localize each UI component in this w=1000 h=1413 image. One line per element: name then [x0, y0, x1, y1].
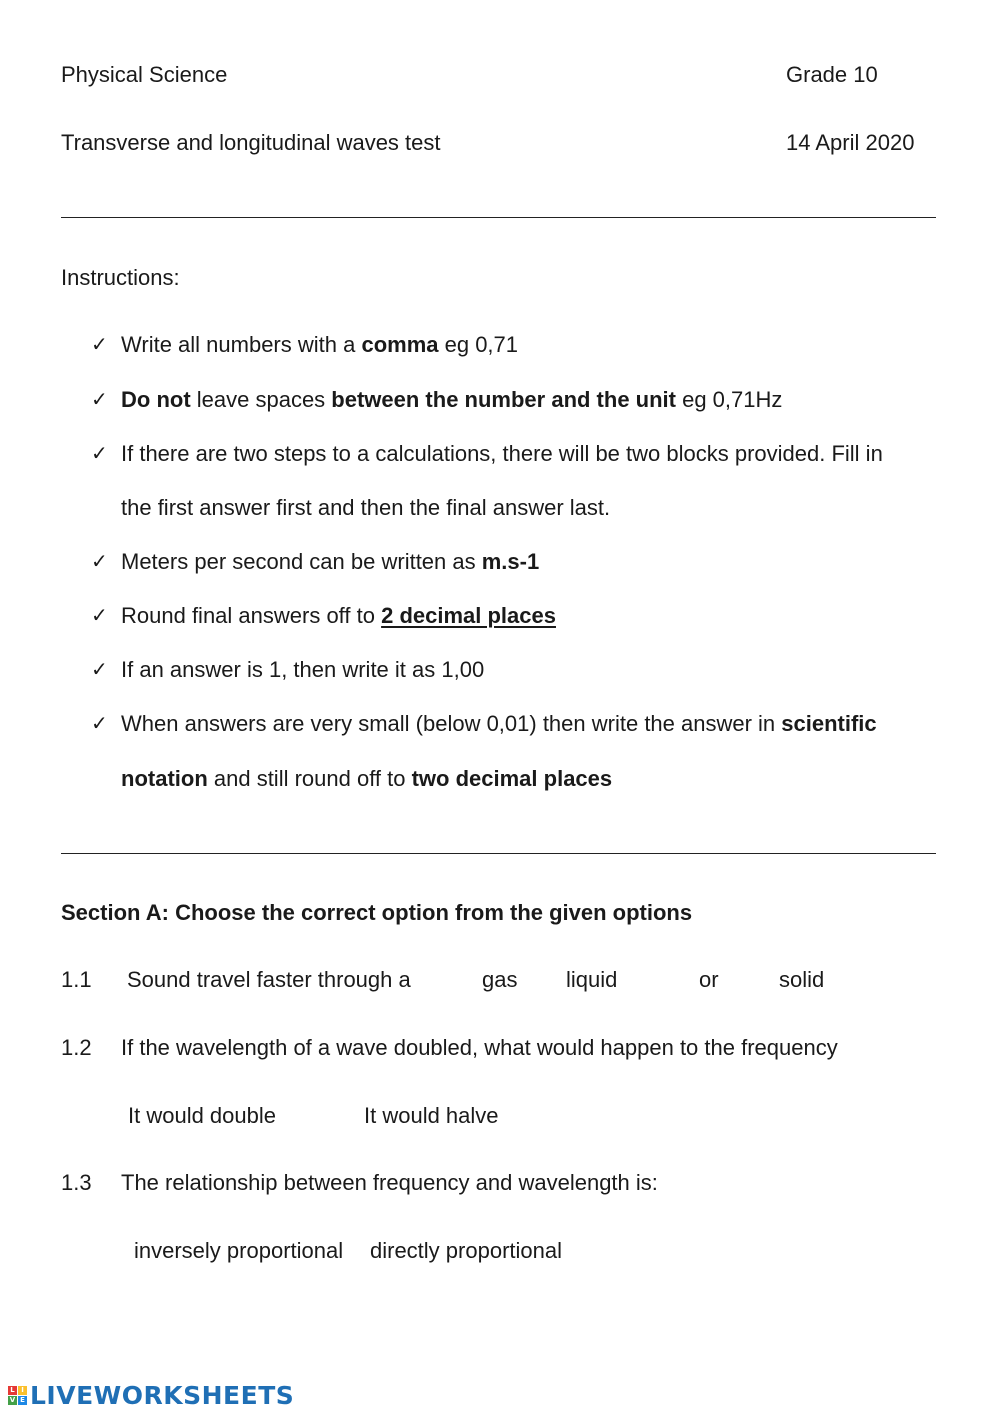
check-icon: ✓ [91, 711, 108, 735]
instruction-text: eg 0,71Hz [675, 387, 783, 412]
instruction-3-line1: If there are two steps to a calculations, there will be two blocks provided. Fill in [121, 441, 883, 466]
check-icon: ✓ [91, 657, 108, 681]
question-text: The relationship between frequency and wavelength is: [121, 1170, 658, 1195]
logo-mark-letter: V [9, 1395, 16, 1404]
instruction-7-line2 [121, 768, 612, 790]
instruction-bold: m.s-1 [481, 549, 540, 574]
logo-mark-letter: I [18, 1386, 27, 1395]
check-icon: ✓ [91, 603, 108, 627]
instruction-6: If an answer is 1, then write it as 1,00 [121, 657, 485, 682]
instruction-bold: notation [121, 766, 208, 791]
instruction-4 [121, 551, 539, 573]
instruction-text: Round final answers off to [121, 603, 382, 628]
test-date: 14 April 2020 [786, 130, 915, 155]
divider-top [61, 217, 936, 218]
logo-text: LIVEWORKSHEETS [30, 1380, 295, 1410]
instruction-bold: Do not [121, 387, 191, 412]
liveworksheets-logo[interactable] [8, 1380, 294, 1410]
option-liquid[interactable]: liquid [566, 967, 618, 992]
check-icon: ✓ [91, 441, 108, 465]
question-number: 1.3 [61, 1170, 92, 1195]
divider-bottom [61, 853, 936, 854]
instruction-bold: scientific [781, 711, 877, 736]
instruction-3-line2: the first answer first and then the final answer last. [121, 495, 611, 520]
question-text: Sound travel faster through a [127, 967, 411, 992]
option-gas[interactable]: gas [482, 967, 518, 992]
instructions-heading: Instructions: [61, 265, 180, 290]
question-number: 1.1 [61, 967, 92, 992]
instruction-text: Write all numbers with a [121, 332, 362, 357]
option-separator-or: or [699, 967, 719, 992]
instruction-5 [121, 605, 556, 627]
test-title: Transverse and longitudinal waves test [61, 130, 441, 155]
instruction-bold: comma [361, 332, 439, 357]
question-text: If the wavelength of a wave doubled, what would happen to the frequency [121, 1035, 838, 1060]
instruction-text: leave spaces [190, 387, 332, 412]
instruction-1 [121, 334, 518, 356]
instruction-7-line1 [121, 713, 877, 735]
instruction-bold: between the number and the unit [331, 387, 676, 412]
instruction-text: When answers are very small (below 0,01) then write the answer in [121, 711, 782, 736]
logo-mark-letter: L [8, 1386, 17, 1395]
check-icon: ✓ [91, 549, 108, 573]
question-number: 1.2 [61, 1035, 92, 1060]
instruction-bold-underlined: 2 decimal places [381, 603, 556, 628]
grade: Grade 10 [786, 62, 878, 87]
subject: Physical Science [61, 62, 228, 87]
logo-mark-letter: E [18, 1396, 27, 1405]
check-icon: ✓ [91, 332, 108, 356]
option-it-would-double[interactable]: It would double [128, 1103, 276, 1128]
option-solid[interactable]: solid [779, 967, 825, 992]
section-a-title: Section A: Choose the correct option from the given options [61, 900, 693, 925]
instruction-text: eg 0,71 [438, 332, 519, 357]
instruction-bold: two decimal places [411, 766, 613, 791]
instruction-text: Meters per second can be written as [121, 549, 482, 574]
logo-mark-icon [8, 1386, 27, 1405]
instruction-text: and still round off to [207, 766, 412, 791]
instruction-2 [121, 389, 782, 411]
check-icon: ✓ [91, 387, 108, 411]
option-it-would-halve[interactable]: It would halve [364, 1103, 499, 1128]
option-inversely-proportional[interactable]: inversely proportional [134, 1238, 344, 1263]
option-directly-proportional[interactable]: directly proportional [370, 1238, 562, 1263]
